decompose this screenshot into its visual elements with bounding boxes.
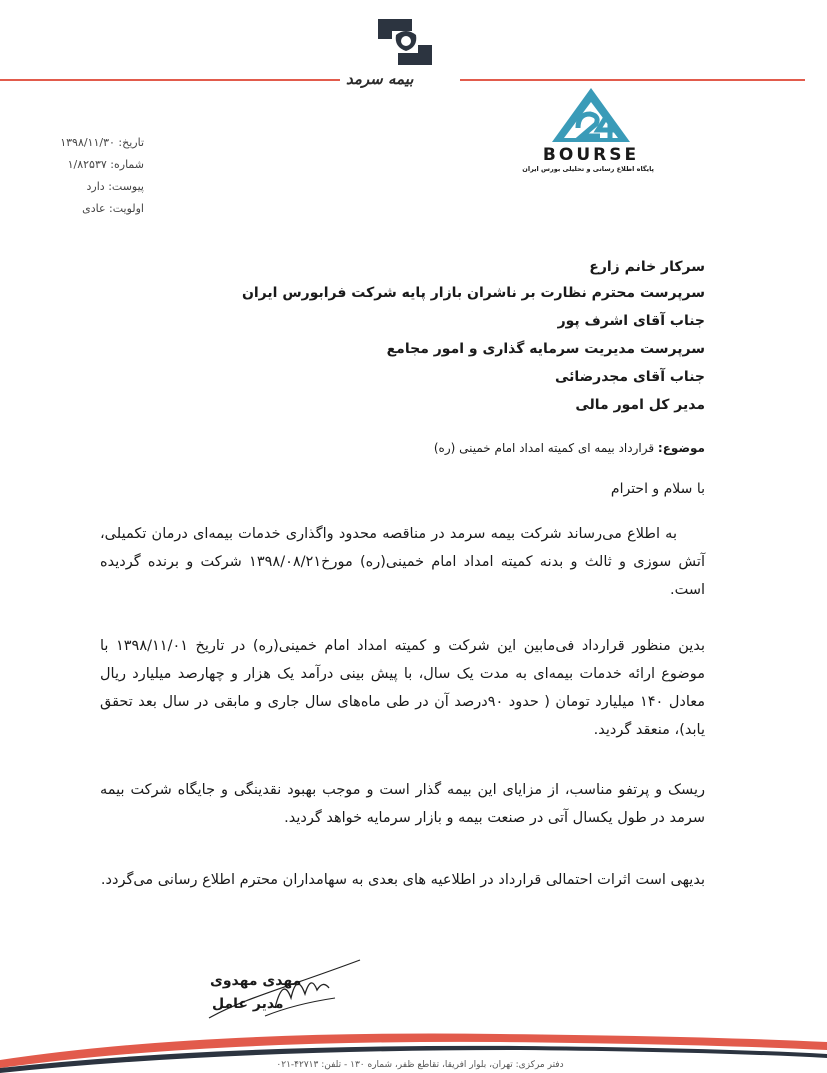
signature-scribble: [205, 958, 365, 1023]
meta-priority: [20, 202, 144, 215]
meta-number-value: ۱/۸۲۵۳۷: [67, 158, 107, 171]
greeting: با سلام و احترام: [610, 481, 705, 497]
header-rule-right: [460, 79, 805, 81]
subject-line: [434, 441, 705, 455]
sarmad-logo-icon: [372, 17, 438, 67]
addressee-line: جناب آقای اشرف پور: [557, 313, 705, 329]
addressee-line: سرپرست محترم نظارت بر ناشران بازار پایه شرکت فرابورس ایران: [241, 285, 705, 301]
meta-date-label: تاریخ:: [118, 136, 144, 149]
body-paragraph: ریسک و پرتفو مناسب، از مزایای این بیمه گذار است و موجب بهبود نقدینگی و جایگاه شرکت بیمه سرمد در طول یکسال آتی در صنعت بیمه و بازار سرمایه خواهد گردید.: [100, 782, 705, 826]
meta-date: [20, 136, 144, 149]
footer-address: دفتر مرکزی: تهران، بلوار آفریقا، تقاطع ظفر، شماره ۱۳۰ - تلفن: ۴۲۷۱۳-۰۲۱: [276, 1060, 564, 1070]
meta-number: [20, 158, 144, 171]
addressee-line: جناب آقای مجدرضائی: [554, 369, 705, 385]
addressee-line: سرپرست مدیریت سرمایه گذاری و امور مجامع: [386, 341, 705, 357]
meta-number-label: شماره:: [110, 158, 144, 171]
meta-attachment-label: پیوست:: [108, 180, 144, 193]
meta-attachment-value: دارد: [86, 180, 105, 193]
addressee-line: مدیر کل امور مالی: [575, 397, 705, 413]
signer-name: مهدی مهدوی: [210, 973, 302, 989]
subject-label: موضوع:: [657, 441, 705, 455]
bourse-wordmark: BOURSE: [542, 145, 640, 165]
subject-text: قرارداد بیمه ای کمیته امداد امام خمینی (ره): [433, 441, 655, 455]
body-paragraph: به اطلاع می‌رساند شرکت بیمه سرمد در مناقصه محدود واگذاری خدمات بیمه‌ای درمان تکمیلی، آتش سوزی و ثالث و بدنه کمیته امداد امام خمینی(ره) مورخ۱۳۹۸/۰۸/۲۱ شرکت و برنده گردیده است.: [100, 526, 705, 598]
meta-priority-label: اولویت:: [109, 202, 144, 215]
meta-priority-value: عادی: [82, 202, 106, 215]
addressee-line: سرکار خانم زارع: [589, 259, 705, 275]
header-rule-left: [0, 79, 340, 81]
signer-title: مدیر عامل: [212, 996, 284, 1012]
meta-attachment: [20, 180, 144, 193]
brand-name: بیمه سرمد: [346, 70, 414, 88]
bourse-logo-icon: [522, 84, 656, 176]
body-paragraph: بدین منظور قرارداد فی‌مابین این شرکت و کمیته امداد امام خمینی(ره) در تاریخ ۱۳۹۸/۱۱/۰۱ با موضوع ارائه خدمات بیمه‌ای به مدت یک سال، با پیش بینی درآمد یک هزار و چهارصد میلیارد ریال معادل ۱۴۰ میلیارد تومان ( حدود ۹۰درصد آن در طی ماه‌های سال جاری و مابقی در سال بعد تحقق یابد)، منعقد گردید.: [100, 638, 706, 738]
body-paragraph: بدیهی است اثرات احتمالی قرارداد در اطلاعیه های بعدی به سهامداران محترم اطلاع رسانی می‌گردد.: [100, 872, 705, 888]
meta-date-value: ۱۳۹۸/۱۱/۳۰: [60, 136, 115, 149]
bourse-tagline: پایگاه اطلاع رسانی و تحلیلی بورس ایران: [522, 165, 654, 173]
